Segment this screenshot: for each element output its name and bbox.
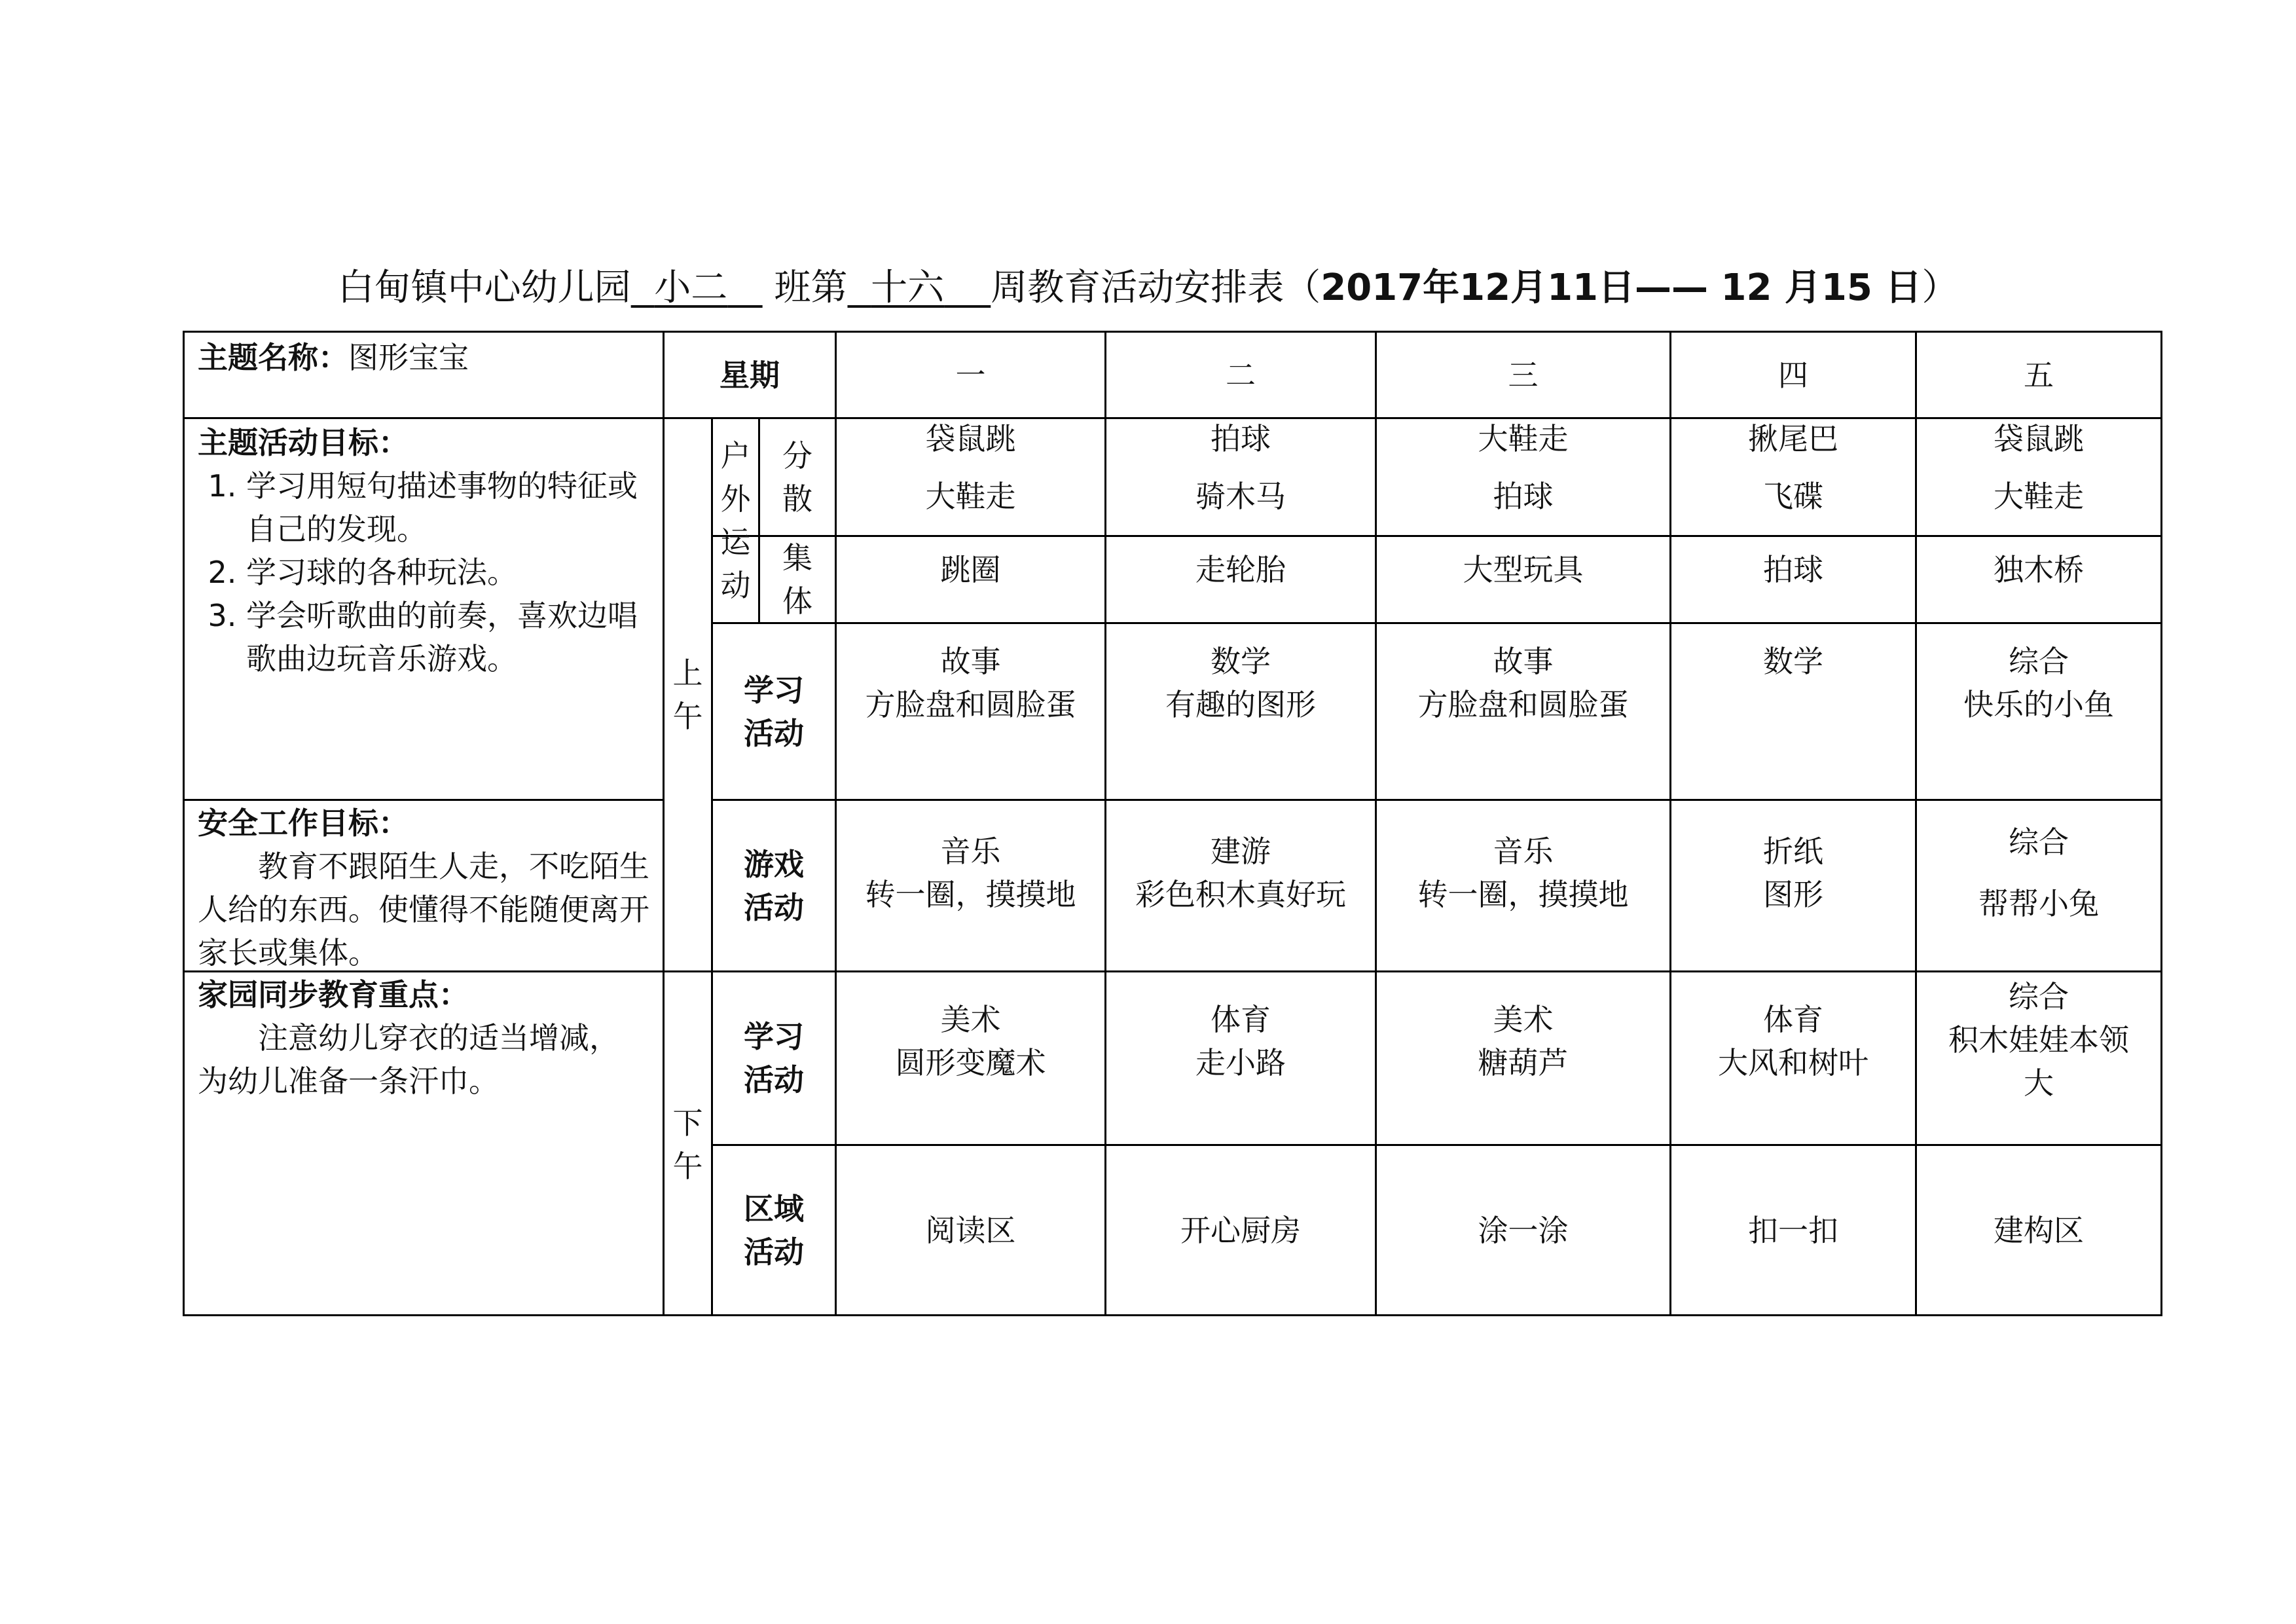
section-scattered: 分散 <box>782 437 812 517</box>
home-school-focus <box>198 973 623 1103</box>
cell-pm-study: 综合 积木娃娃本领大 <box>1948 979 2129 1101</box>
border-left <box>183 331 185 1316</box>
weekday-label: 星期 <box>720 357 780 393</box>
cell-am-study: 综合 快乐的小鱼 <box>1963 644 2114 722</box>
goals-heading: 主题活动目标： <box>198 425 409 460</box>
cell-group: 走轮胎 <box>1195 552 1286 587</box>
cell-group: 独木桥 <box>1994 552 2084 587</box>
theme-goals <box>198 421 649 680</box>
page-title <box>0 259 2296 311</box>
section-am-study: 学习活动 <box>744 672 804 751</box>
schedule-table <box>183 331 2162 1316</box>
period-afternoon: 下午 <box>672 1105 703 1184</box>
section-outdoor: 户外运动 <box>720 438 751 603</box>
cell-game: 音乐 转一圈，摸摸地 <box>865 834 1076 912</box>
cell-game: 综合 帮帮小兔 <box>1978 824 2099 921</box>
safety-text: 教育不跟陌生人走，不吃陌生人给的东西。使懂得不能随便离开家长或集体。 <box>198 849 649 970</box>
border-bottom <box>183 1314 2162 1316</box>
section-pm-study: 学习活动 <box>744 1019 804 1098</box>
home-heading: 家园同步教育重点： <box>198 977 469 1012</box>
row-line <box>183 799 664 801</box>
border-right <box>2160 331 2162 1316</box>
cell-game: 建游 彩色积木真好玩 <box>1135 834 1346 912</box>
title-prefix: 白甸镇中心幼儿园 <box>337 267 631 309</box>
day-header: 四 <box>1778 357 1808 393</box>
cell-group: 拍球 <box>1763 552 1823 587</box>
cell-area: 阅读区 <box>925 1212 1016 1248</box>
cell-am-study: 数学 有趣的图形 <box>1165 644 1316 722</box>
goal-item: 1. 学习用短句描述事物的特征或自己的发现。 <box>246 464 649 551</box>
cell-group: 大型玩具 <box>1463 552 1584 587</box>
cell-scattered: 拍球 骑木马 <box>1195 421 1286 514</box>
theme-value: 图形宝宝 <box>348 340 469 375</box>
cell-area: 开心厨房 <box>1180 1212 1301 1248</box>
day-header: 五 <box>2024 357 2054 393</box>
cell-scattered: 大鞋走 拍球 <box>1478 421 1569 514</box>
cell-am-study: 数学 <box>1763 644 1823 679</box>
day-header: 一 <box>955 357 986 393</box>
safety-goals <box>198 802 649 974</box>
cell-scattered: 揪尾巴 飞碟 <box>1748 421 1838 514</box>
title-suffix: 周教育活动安排表（ <box>991 267 1321 309</box>
cell-group: 跳圈 <box>940 552 1001 587</box>
home-text: 注意幼儿穿衣的适当增减，为幼儿准备一条汗巾。 <box>198 1020 619 1099</box>
goals-list <box>198 464 649 680</box>
day-header: 三 <box>1508 357 1539 393</box>
title-close: ） <box>1922 267 1959 309</box>
cell-pm-study: 美术 圆形变魔术 <box>895 1002 1046 1080</box>
cell-area: 涂一涂 <box>1478 1212 1569 1248</box>
cell-scattered: 袋鼠跳 大鞋走 <box>1994 421 2084 514</box>
title-mid: 班第 <box>774 267 848 309</box>
title-class-name: 小二 <box>654 267 728 309</box>
goal-item: 2. 学习球的各种玩法。 <box>246 551 649 594</box>
cell-area: 建构区 <box>1994 1212 2084 1248</box>
section-group: 集体 <box>782 540 812 619</box>
title-date-range: 2017年12月11日—— 12 月15 日 <box>1321 267 1922 309</box>
cell-pm-study: 美术 糖葫芦 <box>1478 1002 1569 1080</box>
cell-game: 音乐 转一圈，摸摸地 <box>1417 834 1629 912</box>
cell-am-study: 故事 方脸盘和圆脸蛋 <box>1417 644 1629 722</box>
title-week: 十六 <box>871 267 945 309</box>
section-area: 区域活动 <box>744 1190 804 1270</box>
cell-am-study: 故事 方脸盘和圆脸蛋 <box>865 644 1076 722</box>
theme-name <box>198 336 656 379</box>
theme-label: 主题名称： <box>198 340 348 375</box>
safety-heading: 安全工作目标： <box>198 805 409 841</box>
cell-area: 扣一扣 <box>1748 1212 1838 1248</box>
cell-game: 折纸 图形 <box>1763 834 1823 912</box>
day-header: 二 <box>1226 357 1256 393</box>
section-game: 游戏活动 <box>744 846 804 925</box>
goal-item: 3. 学会听歌曲的前奏，喜欢边唱歌曲边玩音乐游戏。 <box>246 594 649 680</box>
cell-scattered: 袋鼠跳 大鞋走 <box>925 421 1016 514</box>
period-morning: 上午 <box>672 655 703 734</box>
cell-pm-study: 体育 大风和树叶 <box>1718 1002 1868 1080</box>
cell-pm-study: 体育 走小路 <box>1195 1002 1286 1080</box>
